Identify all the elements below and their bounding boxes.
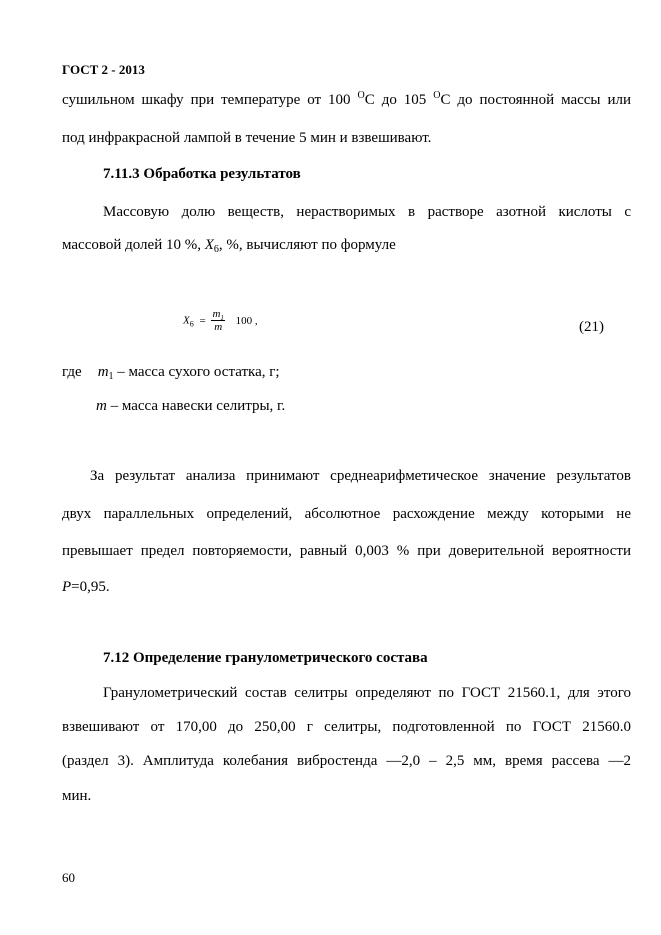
section-heading-7-11-3: 7.11.3 Обработка результатов [103,166,301,182]
where-line-m: m – масса навески селитры, г. [96,398,286,414]
where-line-m1: где $m_1$ – масса сухого остатка, г; [62,364,280,382]
paragraph-line: Гранулометрический состав селитры определяют по ГОСТ 21560.1, для этого [103,685,631,701]
paragraph-line: превышает предел повторяемости, равный 0,003 % при доверительной вероятности [62,543,631,559]
page-number: 60 [62,870,75,885]
paragraph-line: взвешивают от 170,00 до 250,00 г селитры, подготовленной по ГОСТ 21560.0 [62,719,631,735]
paragraph-line: (раздел 3). Амплитуда колебания вибростенда —2,0 – 2,5 мм, время рассева —2 [62,753,631,769]
paragraph-line: под инфракрасной лампой в течение 5 мин и взвешивают. [62,130,432,146]
paragraph-line: сушильном шкафу при температуре от 100 $^O$С до 105 $^O$С до постоянной массы или [62,90,631,108]
paragraph-line: P=0,95. [62,579,110,595]
paragraph-line: двух параллельных определений, абсолютное расхождение между которыми не [62,506,631,522]
section-heading-7-12: 7.12 Определение гранулометрического состава [103,650,428,666]
paragraph-line: За результат анализа принимают среднеарифметическое значение результатов [90,468,631,484]
formula-number: (21) [579,319,604,335]
document-header: ГОСТ 2 - 2013 [62,62,145,77]
paragraph-line: массовой долей 10 %, $X_6$, %, вычисляют по формуле [62,237,396,255]
fraction: $\frac{m_1}{m}$ [212,308,224,333]
paragraph-line: мин. [62,788,92,804]
paragraph-line: Массовую долю веществ, нерастворимых в растворе азотной кислоты с [103,204,631,220]
formula-21: $X_6$ = $\frac{m_1}{m}$ 100 , [183,308,258,333]
